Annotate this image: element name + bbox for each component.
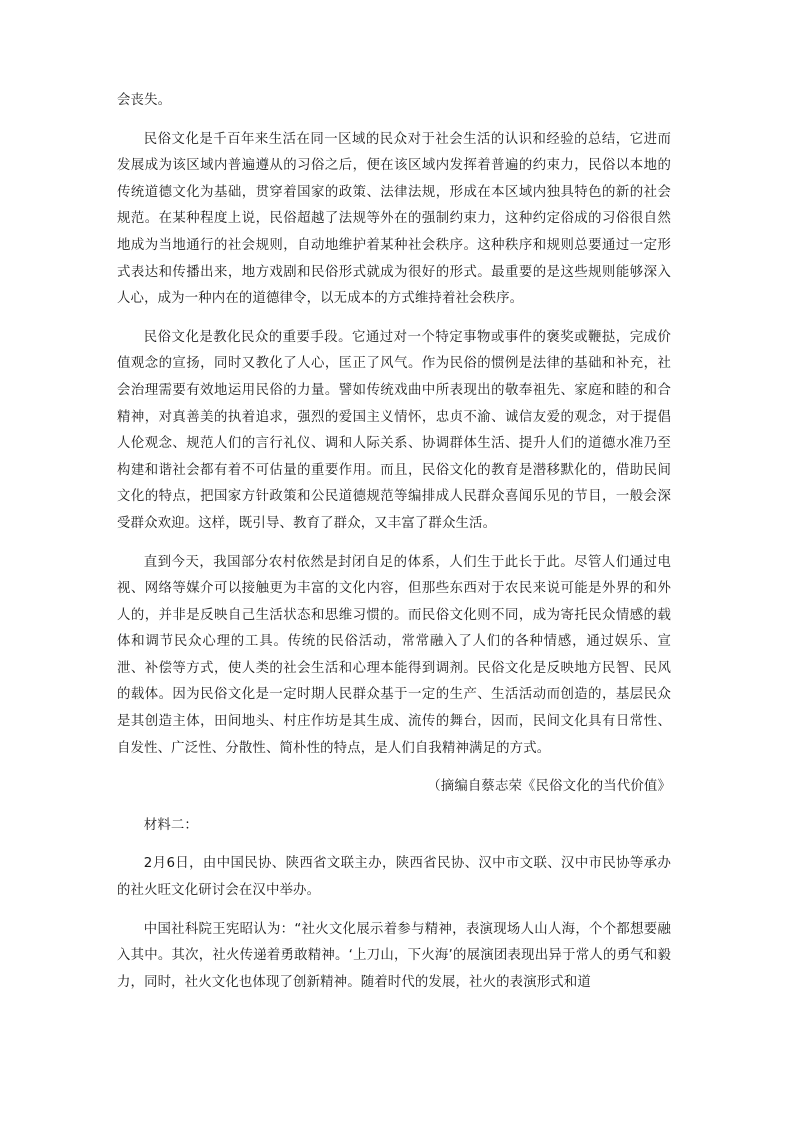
paragraph-social-norms: 民俗文化是千百年来生活在同一区域的民众对于社会生活的认识和经验的总结，它进而发展成为该区域内普遍遵从的习俗之后，便在该区域内发挥着普遍的约束力，民俗以本地的传统道德文化为基础，贯穿着国家的政策、法律法规，形成在本区域内独具特色的新的社会规范。在某种程度上说，民俗超越了法规等外在的强制约束力，这种约定俗成的习俗很自然地成为当地通行的社会规则，自动地维护着某种社会秩序。这种秩序和规则总要通过一定形式表达和传播出来，地方戏剧和民俗形式就成为很好的形式。最重要的是这些规则能够深入人心，成为一种内在的道德律令，以无成本的方式维持着社会秩序。 [117,131,671,307]
paragraph-rural-culture: 直到今天，我国部分农村依然是封闭自足的体系，人们生于此长于此。尽管人们通过电视、网络等媒介可以接触更为丰富的文化内容，但那些东西对于农民来说可能是外界的和外人的，并非是反映自己生活状态和思维习惯的。而民俗文化则不同，成为寄托民众情感的载体和调节民众心理的工具。传统的民俗活动，常常融入了人们的各种情感，通过娱乐、宣泄、补偿等方式，使人类的社会生活和心理本能得到调剂。民俗文化是反映地方民智、民风的载体。因为民俗文化是一定时期人民群众基于一定的生产、生活活动而创造的，基层民众是其创造主体，田间地头、村庄作坊是其生成、流传的舞台，因而，民间文化具有日常性、自发性、广泛性、分散性、简朴性的特点，是人们自我精神满足的方式。 [117,554,671,756]
paragraph-seminar: 2月6日，由中国民协、陕西省文联主办，陕西省民协、汉中市文联、汉中市民协等承办的社火旺文化研讨会在汉中举办。 [117,856,671,899]
material-two-label: 材料二： [143,817,198,833]
paragraph-education: 民俗文化是教化民众的重要手段。它通过对一个特定事物或事件的褒奖或鞭挞，完成价值观念的宣扬，同时又教化了人心，匡正了风气。作为民俗的惯例是法律的基础和补充，社会治理需要有效地运用民俗的力量。譬如传统戏曲中所表现出的敬奉祖先、家庭和睦的和合精神，对真善美的执着追求，强烈的爱国主义情怀，忠贞不渝、诚信友爱的观念，对于提倡人伦观念、规范人们的言行礼仪、调和人际关系、协调群体生活、提升人们的道德水准乃至构建和谐社会都有着不可估量的重要作用。而且，民俗文化的教育是潜移默化的，借助民间文化的特点，把国家方针政策和公民道德规范等编排成人民群众喜闻乐见的节目，一般会深受群众欢迎。这样，既引导、教育了群众，又丰富了群众生活。 [117,329,671,531]
document-page [117,88,671,1008]
paragraph-quote: 中国社科院王宪昭认为：“社火文化展示着参与精神，表演现场人山人海，个个都想要融入其中。其次，社火传递着勇敢精神。‘上刀山，下火海’的展演团表现出异于常人的勇气和毅力，同时，社火文化也体现了创新精神。随着时代的发展，社火的表演形式和道 [117,921,671,990]
source-citation: （摘编自蔡志荣《民俗文化的当代价值》 [427,779,671,795]
paragraph-continuation: 会丧失。 [117,93,172,108]
